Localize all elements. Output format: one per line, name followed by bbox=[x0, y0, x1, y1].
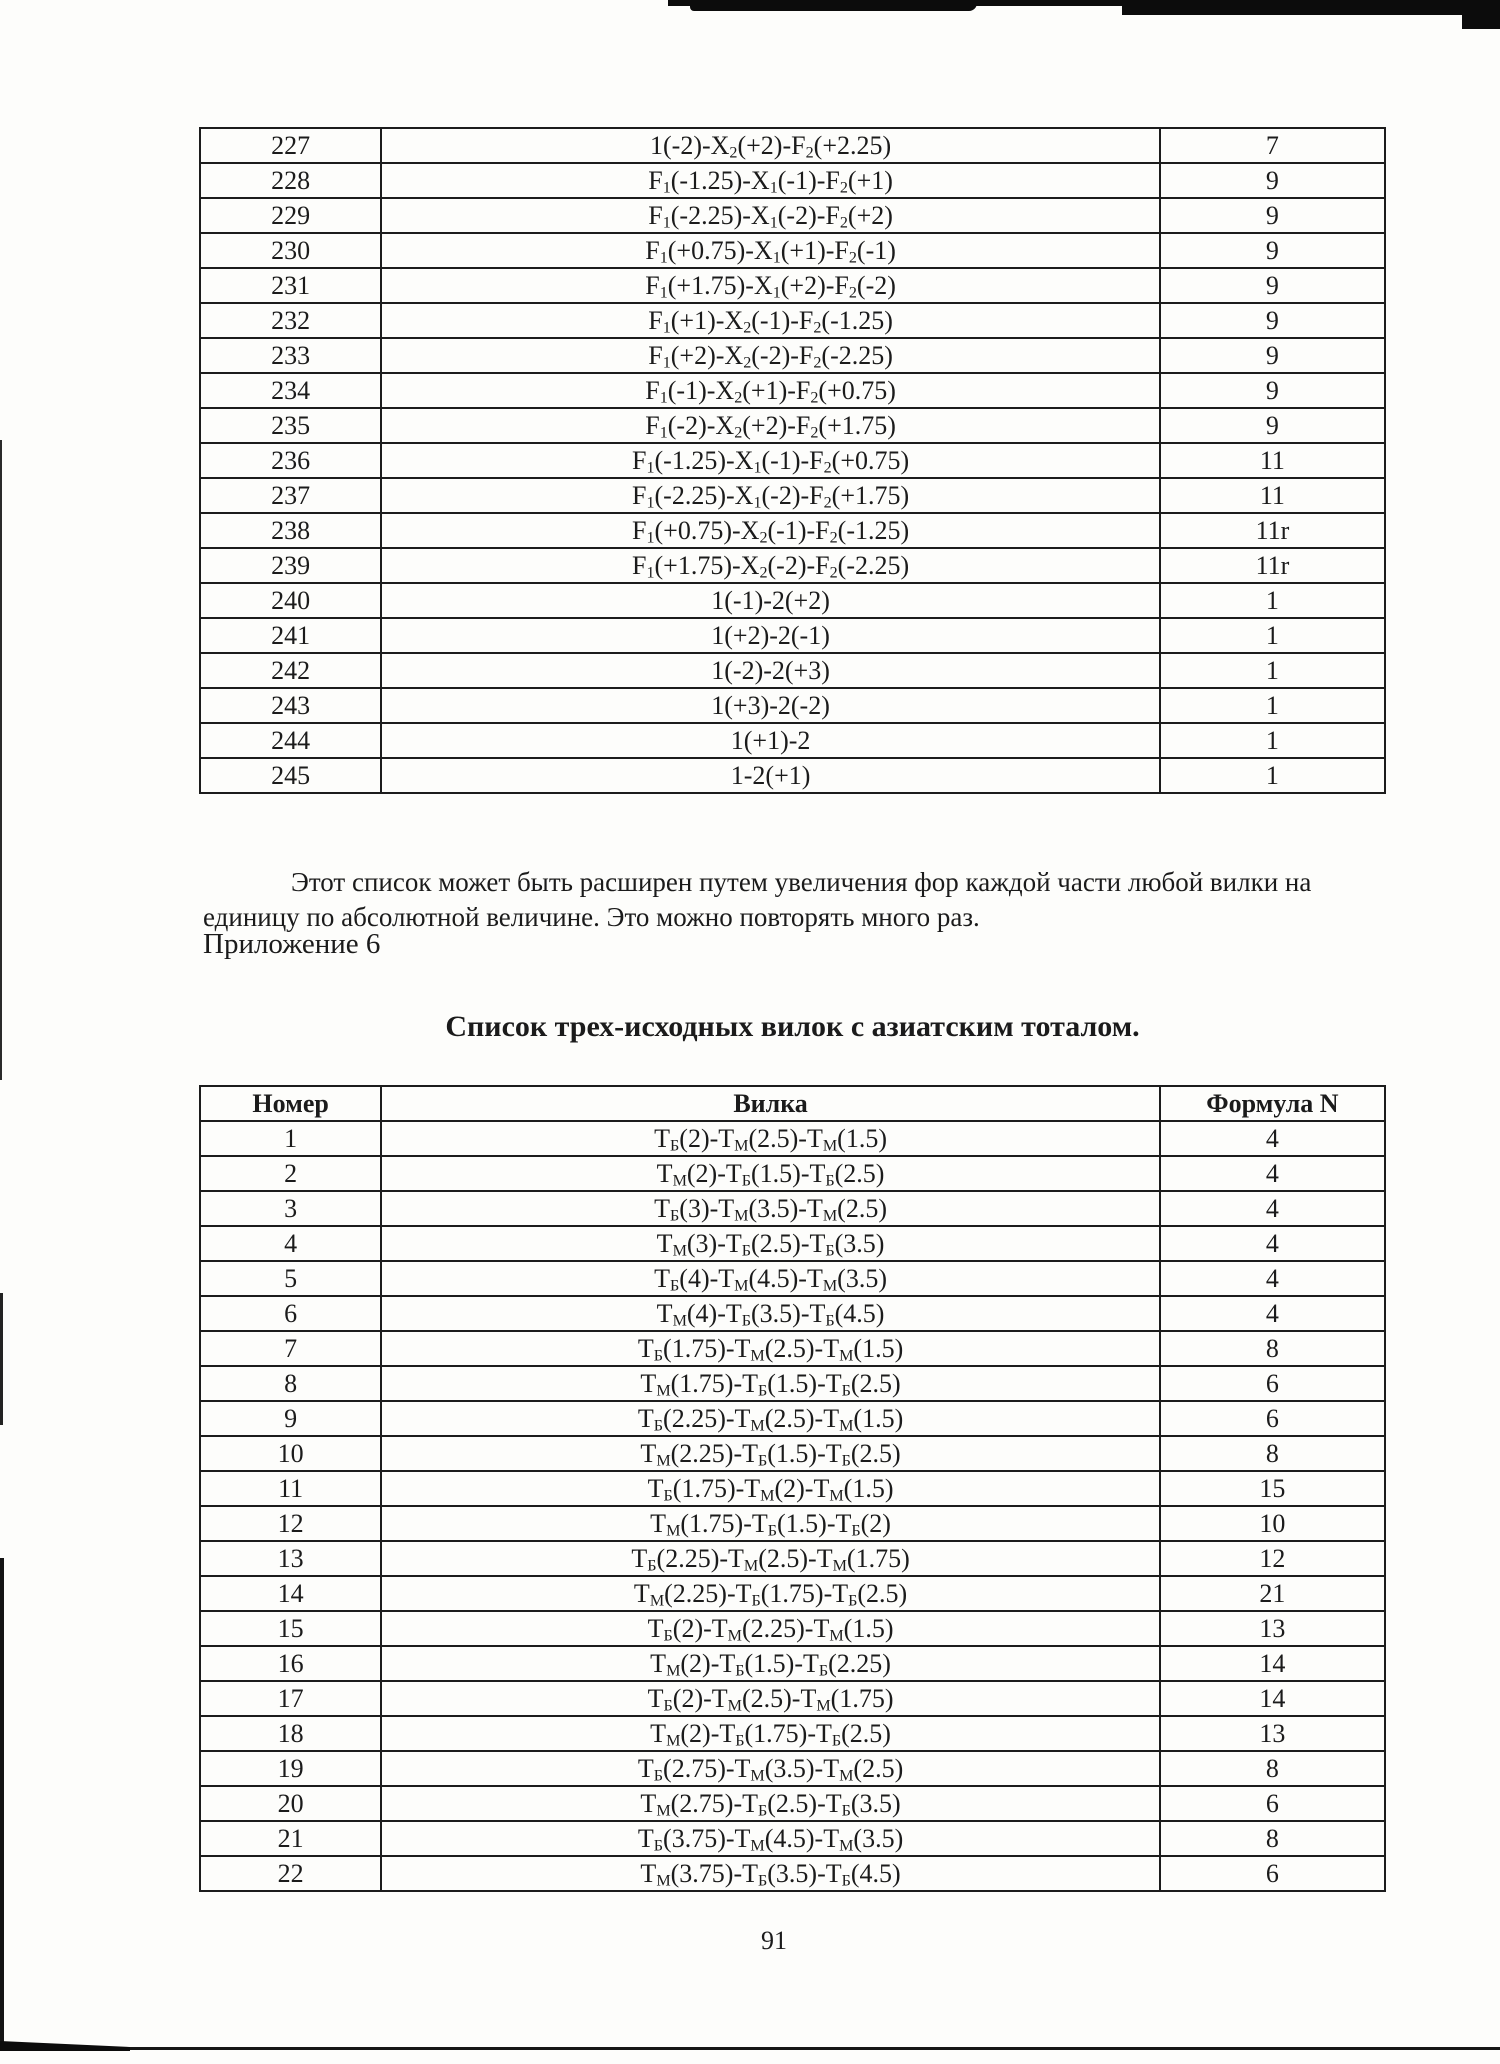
row-number-cell: 9 bbox=[200, 1401, 381, 1436]
formula-n-cell: 14 bbox=[1160, 1681, 1385, 1716]
row-number-cell: 4 bbox=[200, 1226, 381, 1261]
row-number-cell: 228 bbox=[200, 163, 381, 198]
formula-cell: $F_1(-1.25)-X_1(-1)-F_2(+1)$ bbox=[381, 163, 1160, 198]
formula-cell: $Т_М(2.75)-Т_Б(2.5)-Т_Б(3.5)$ bbox=[381, 1786, 1160, 1821]
table-row bbox=[200, 128, 1385, 163]
table-row bbox=[200, 1541, 1385, 1576]
formula-cell: $F_1(-2.25)-X_1(-2)-F_2(+2)$ bbox=[381, 198, 1160, 233]
formula-n-cell: 13 bbox=[1160, 1716, 1385, 1751]
table-row bbox=[200, 1191, 1385, 1226]
formula-cell: 1-2(+1) bbox=[381, 758, 1160, 793]
formula-n-cell: 8 bbox=[1160, 1436, 1385, 1471]
row-number-cell: 18 bbox=[200, 1716, 381, 1751]
row-number-cell: 237 bbox=[200, 478, 381, 513]
row-number-cell: 241 bbox=[200, 618, 381, 653]
table-row bbox=[200, 758, 1385, 793]
formula-cell: $Т_М(2)-Т_Б(1.5)-Т_Б(2.25)$ bbox=[381, 1646, 1160, 1681]
row-number-cell: 15 bbox=[200, 1611, 381, 1646]
formula-n-cell: 9 bbox=[1160, 163, 1385, 198]
formula-cell: 1(-1)-2(+2) bbox=[381, 583, 1160, 618]
table-row bbox=[200, 1401, 1385, 1436]
formula-n-cell: 6 bbox=[1160, 1366, 1385, 1401]
formula-cell: $Т_Б(2)-Т_М(2.25)-Т_М(1.5)$ bbox=[381, 1611, 1160, 1646]
formula-n-cell: 1 bbox=[1160, 758, 1385, 793]
table-row bbox=[200, 1786, 1385, 1821]
header-fork: Вилка bbox=[381, 1086, 1160, 1121]
row-number-cell: 8 bbox=[200, 1366, 381, 1401]
table-row bbox=[200, 303, 1385, 338]
formula-cell: $Т_М(1.75)-Т_Б(1.5)-Т_Б(2.5)$ bbox=[381, 1366, 1160, 1401]
formula-cell: $Т_Б(2)-Т_М(2.5)-Т_М(1.5)$ bbox=[381, 1121, 1160, 1156]
formula-cell: 1(-2)-2(+3) bbox=[381, 653, 1160, 688]
row-number-cell: 245 bbox=[200, 758, 381, 793]
fork-formulas-table bbox=[199, 127, 1386, 794]
row-number-cell: 230 bbox=[200, 233, 381, 268]
formula-n-cell: 4 bbox=[1160, 1121, 1385, 1156]
formula-n-cell: 6 bbox=[1160, 1856, 1385, 1891]
formula-n-cell: 14 bbox=[1160, 1646, 1385, 1681]
formula-n-cell: 11 bbox=[1160, 443, 1385, 478]
table-row bbox=[200, 233, 1385, 268]
row-number-cell: 229 bbox=[200, 198, 381, 233]
formula-n-cell: 1 bbox=[1160, 618, 1385, 653]
table-row bbox=[200, 653, 1385, 688]
formula-n-cell: 9 bbox=[1160, 338, 1385, 373]
formula-n-cell: 12 bbox=[1160, 1541, 1385, 1576]
formula-cell: $1(-2)-X_2(+2)-F_2(+2.25)$ bbox=[381, 128, 1160, 163]
formula-cell: $Т_Б(3.75)-Т_М(4.5)-Т_М(3.5)$ bbox=[381, 1821, 1160, 1856]
formula-n-cell: 21 bbox=[1160, 1576, 1385, 1611]
row-number-cell: 21 bbox=[200, 1821, 381, 1856]
row-number-cell: 238 bbox=[200, 513, 381, 548]
scan-artifact-bottom-line bbox=[0, 2047, 1500, 2050]
row-number-cell: 22 bbox=[200, 1856, 381, 1891]
row-number-cell: 231 bbox=[200, 268, 381, 303]
formula-cell: 1(+1)-2 bbox=[381, 723, 1160, 758]
scan-artifact-top-bar-left bbox=[690, 0, 977, 11]
formula-n-cell: 11 bbox=[1160, 478, 1385, 513]
row-number-cell: 243 bbox=[200, 688, 381, 723]
row-number-cell: 232 bbox=[200, 303, 381, 338]
table-row bbox=[200, 1576, 1385, 1611]
row-number-cell: 19 bbox=[200, 1751, 381, 1786]
formula-n-cell: 4 bbox=[1160, 1261, 1385, 1296]
table-row bbox=[200, 1856, 1385, 1891]
asian-total-forks-table bbox=[199, 1085, 1386, 1892]
table-row bbox=[200, 373, 1385, 408]
table-row bbox=[200, 1121, 1385, 1156]
scan-artifact-bottom-wedge bbox=[0, 2041, 130, 2051]
formula-cell: $Т_М(2)-Т_Б(1.75)-Т_Б(2.5)$ bbox=[381, 1716, 1160, 1751]
table-row bbox=[200, 163, 1385, 198]
row-number-cell: 244 bbox=[200, 723, 381, 758]
formula-cell: $F_1(+2)-X_2(-2)-F_2(-2.25)$ bbox=[381, 338, 1160, 373]
formula-n-cell: 8 bbox=[1160, 1751, 1385, 1786]
formula-n-cell: 9 bbox=[1160, 373, 1385, 408]
table-row bbox=[200, 1716, 1385, 1751]
formula-cell: $Т_Б(2.75)-Т_М(3.5)-Т_М(2.5)$ bbox=[381, 1751, 1160, 1786]
formula-n-cell: 1 bbox=[1160, 583, 1385, 618]
row-number-cell: 7 bbox=[200, 1331, 381, 1366]
formula-n-cell: 1 bbox=[1160, 653, 1385, 688]
table-row bbox=[200, 1261, 1385, 1296]
formula-cell: $Т_М(2.25)-Т_Б(1.75)-Т_Б(2.5)$ bbox=[381, 1576, 1160, 1611]
formula-n-cell: 6 bbox=[1160, 1786, 1385, 1821]
table-row bbox=[200, 338, 1385, 373]
formula-cell: $Т_М(2)-Т_Б(1.5)-Т_Б(2.5)$ bbox=[381, 1156, 1160, 1191]
formula-n-cell: 9 bbox=[1160, 233, 1385, 268]
table-row bbox=[200, 1611, 1385, 1646]
table-row bbox=[200, 1366, 1385, 1401]
formula-n-cell: 13 bbox=[1160, 1611, 1385, 1646]
row-number-cell: 236 bbox=[200, 443, 381, 478]
table-row bbox=[200, 618, 1385, 653]
row-number-cell: 14 bbox=[200, 1576, 381, 1611]
formula-n-cell: 9 bbox=[1160, 408, 1385, 443]
table-row bbox=[200, 1681, 1385, 1716]
table-row bbox=[200, 198, 1385, 233]
table-row bbox=[200, 1156, 1385, 1191]
row-number-cell: 235 bbox=[200, 408, 381, 443]
table-row bbox=[200, 1506, 1385, 1541]
formula-cell: $F_1(-2.25)-X_1(-2)-F_2(+1.75)$ bbox=[381, 478, 1160, 513]
row-number-cell: 234 bbox=[200, 373, 381, 408]
row-number-cell: 16 bbox=[200, 1646, 381, 1681]
formula-n-cell: 8 bbox=[1160, 1821, 1385, 1856]
formula-n-cell: 8 bbox=[1160, 1331, 1385, 1366]
table-row bbox=[200, 1296, 1385, 1331]
formula-n-cell: 15 bbox=[1160, 1471, 1385, 1506]
row-number-cell: 10 bbox=[200, 1436, 381, 1471]
table-row bbox=[200, 268, 1385, 303]
table-header-row bbox=[200, 1086, 1385, 1121]
body-paragraph: Этот список может быть расширен путем увеличения фор каждой части любой вилки на единицу по абсолютной величине. Это можно повторять много раз. bbox=[203, 867, 1312, 932]
formula-cell: $F_1(-1)-X_2(+1)-F_2(+0.75)$ bbox=[381, 373, 1160, 408]
section-title: Список трех-исходных вилок с азиатским тоталом. bbox=[445, 1010, 1140, 1043]
formula-cell: 1(+2)-2(-1) bbox=[381, 618, 1160, 653]
row-number-cell: 5 bbox=[200, 1261, 381, 1296]
formula-cell: $F_1(-2)-X_2(+2)-F_2(+1.75)$ bbox=[381, 408, 1160, 443]
formula-n-cell: 6 bbox=[1160, 1401, 1385, 1436]
formula-cell: $Т_Б(2.25)-Т_М(2.5)-Т_М(1.5)$ bbox=[381, 1401, 1160, 1436]
formula-cell: $Т_М(4)-Т_Б(3.5)-Т_Б(4.5)$ bbox=[381, 1296, 1160, 1331]
scan-artifact-left-edge bbox=[0, 1558, 4, 2050]
formula-cell: $F_1(-1.25)-X_1(-1)-F_2(+0.75)$ bbox=[381, 443, 1160, 478]
row-number-cell: 233 bbox=[200, 338, 381, 373]
table-row bbox=[200, 1821, 1385, 1856]
row-number-cell: 1 bbox=[200, 1121, 381, 1156]
formula-n-cell: 7 bbox=[1160, 128, 1385, 163]
table-row bbox=[200, 723, 1385, 758]
header-formula-n: Формула N bbox=[1160, 1086, 1385, 1121]
formula-cell: $Т_Б(2.25)-Т_М(2.5)-Т_М(1.75)$ bbox=[381, 1541, 1160, 1576]
formula-n-cell: 1 bbox=[1160, 688, 1385, 723]
formula-cell: $Т_Б(2)-Т_М(2.5)-Т_М(1.75)$ bbox=[381, 1681, 1160, 1716]
formula-cell: $F_1(+1.75)-X_2(-2)-F_2(-2.25)$ bbox=[381, 548, 1160, 583]
header-number: Номер bbox=[200, 1086, 381, 1121]
formula-cell: $F_1(+1)-X_2(-1)-F_2(-1.25)$ bbox=[381, 303, 1160, 338]
table-row bbox=[200, 1331, 1385, 1366]
formula-cell: $F_1(+0.75)-X_2(-1)-F_2(-1.25)$ bbox=[381, 513, 1160, 548]
scan-artifact-top-bar-right bbox=[1122, 0, 1500, 15]
formula-n-cell: 9 bbox=[1160, 303, 1385, 338]
table-row bbox=[200, 1436, 1385, 1471]
formula-n-cell: 11r bbox=[1160, 548, 1385, 583]
formula-n-cell: 4 bbox=[1160, 1156, 1385, 1191]
formula-n-cell: 4 bbox=[1160, 1296, 1385, 1331]
table-row bbox=[200, 513, 1385, 548]
formula-cell: $Т_М(3)-Т_Б(2.5)-Т_Б(3.5)$ bbox=[381, 1226, 1160, 1261]
table-row bbox=[200, 1646, 1385, 1681]
table-row bbox=[200, 408, 1385, 443]
appendix-heading: Приложение 6 bbox=[203, 928, 381, 960]
row-number-cell: 13 bbox=[200, 1541, 381, 1576]
formula-cell: $F_1(+0.75)-X_1(+1)-F_2(-1)$ bbox=[381, 233, 1160, 268]
row-number-cell: 6 bbox=[200, 1296, 381, 1331]
formula-cell: $Т_Б(1.75)-Т_М(2)-Т_М(1.5)$ bbox=[381, 1471, 1160, 1506]
table-row bbox=[200, 1226, 1385, 1261]
formula-n-cell: 9 bbox=[1160, 198, 1385, 233]
table-row bbox=[200, 548, 1385, 583]
formula-n-cell: 4 bbox=[1160, 1226, 1385, 1261]
row-number-cell: 227 bbox=[200, 128, 381, 163]
formula-n-cell: 4 bbox=[1160, 1191, 1385, 1226]
table-row bbox=[200, 478, 1385, 513]
scan-artifact-top-corner bbox=[1462, 0, 1500, 29]
formula-cell: $Т_Б(3)-Т_М(3.5)-Т_М(2.5)$ bbox=[381, 1191, 1160, 1226]
formula-cell: $Т_Б(4)-Т_М(4.5)-Т_М(3.5)$ bbox=[381, 1261, 1160, 1296]
formula-cell: $Т_М(3.75)-Т_Б(3.5)-Т_Б(4.5)$ bbox=[381, 1856, 1160, 1891]
scan-artifact-left-edge bbox=[0, 440, 2, 1080]
formula-cell: $Т_Б(1.75)-Т_М(2.5)-Т_М(1.5)$ bbox=[381, 1331, 1160, 1366]
row-number-cell: 12 bbox=[200, 1506, 381, 1541]
row-number-cell: 11 bbox=[200, 1471, 381, 1506]
formula-cell: $Т_М(1.75)-Т_Б(1.5)-Т_Б(2)$ bbox=[381, 1506, 1160, 1541]
formula-n-cell: 1 bbox=[1160, 723, 1385, 758]
table-row bbox=[200, 688, 1385, 723]
row-number-cell: 239 bbox=[200, 548, 381, 583]
formula-n-cell: 10 bbox=[1160, 1506, 1385, 1541]
scan-artifact-left-edge bbox=[0, 1293, 3, 1425]
formula-cell: $Т_М(2.25)-Т_Б(1.5)-Т_Б(2.5)$ bbox=[381, 1436, 1160, 1471]
row-number-cell: 2 bbox=[200, 1156, 381, 1191]
table-row bbox=[200, 1471, 1385, 1506]
table-row bbox=[200, 1751, 1385, 1786]
row-number-cell: 242 bbox=[200, 653, 381, 688]
row-number-cell: 240 bbox=[200, 583, 381, 618]
formula-cell: $F_1(+1.75)-X_1(+2)-F_2(-2)$ bbox=[381, 268, 1160, 303]
page-number: 91 bbox=[761, 1926, 787, 1955]
table-row bbox=[200, 443, 1385, 478]
formula-cell: 1(+3)-2(-2) bbox=[381, 688, 1160, 723]
formula-n-cell: 11r bbox=[1160, 513, 1385, 548]
row-number-cell: 20 bbox=[200, 1786, 381, 1821]
formula-n-cell: 9 bbox=[1160, 268, 1385, 303]
table-row bbox=[200, 583, 1385, 618]
row-number-cell: 17 bbox=[200, 1681, 381, 1716]
row-number-cell: 3 bbox=[200, 1191, 381, 1226]
